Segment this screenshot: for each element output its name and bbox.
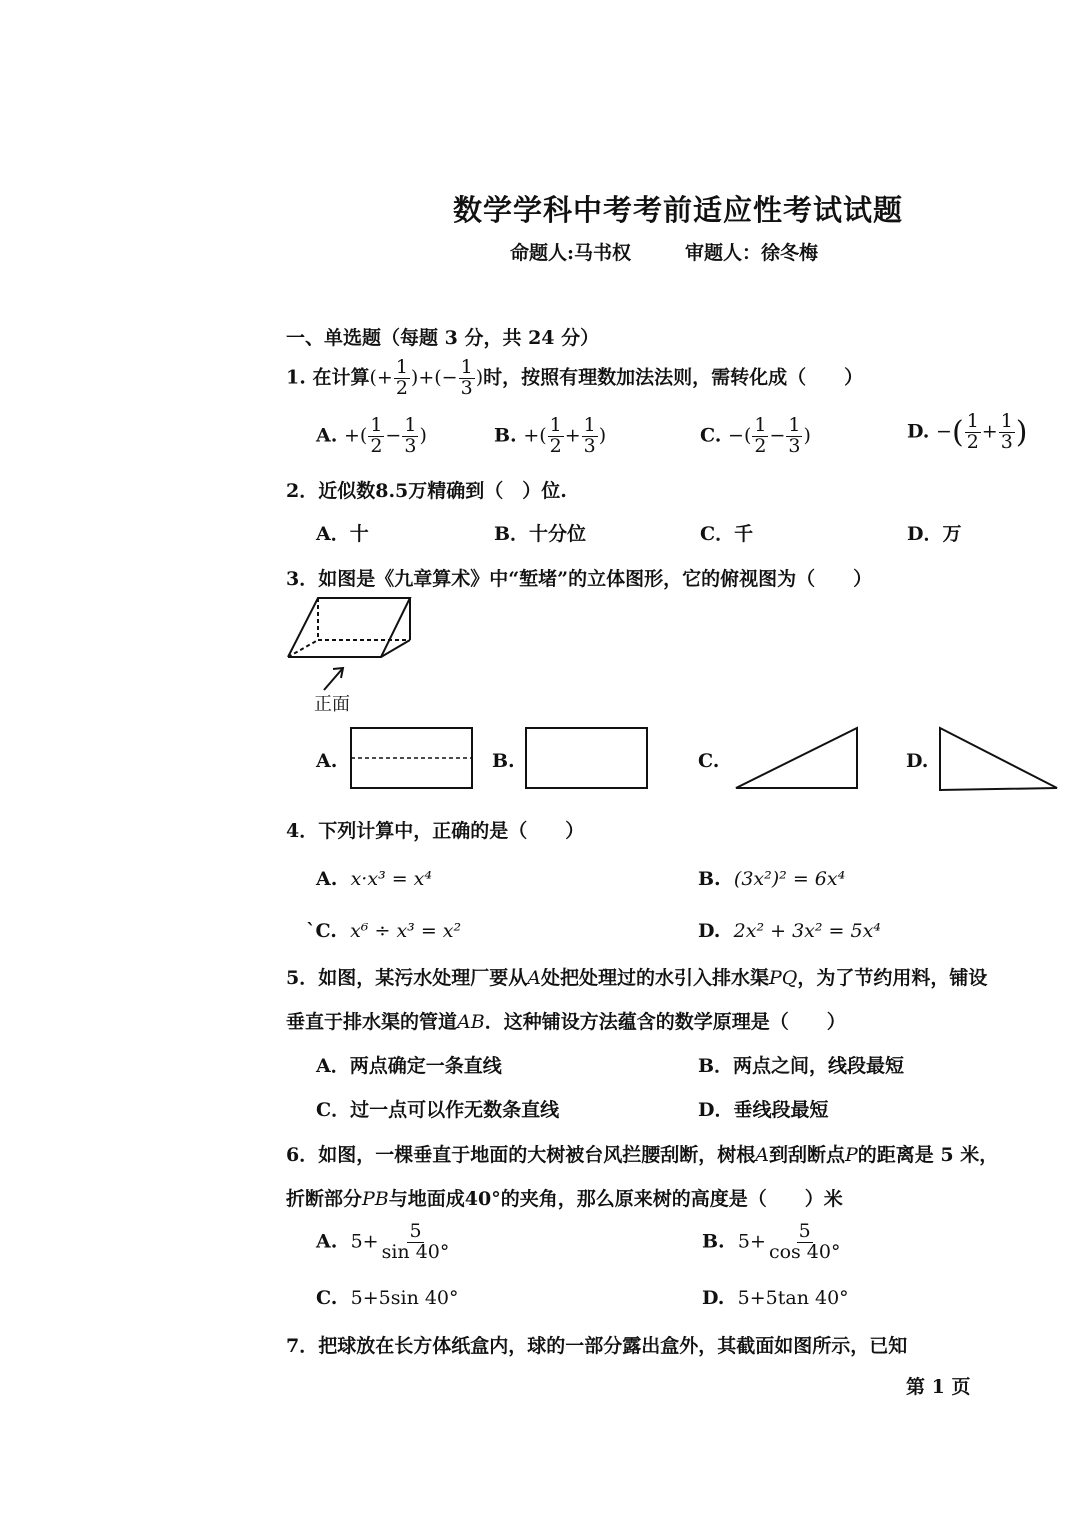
operator: − (769, 424, 786, 447)
text-part: ，为了节约用料，铺设 (797, 967, 988, 989)
option-expr: x⁶ ÷ x³ = x² (350, 920, 462, 942)
expr-part: +( (343, 424, 368, 447)
frac-num: 1 (395, 356, 408, 378)
frac-den: 3 (404, 434, 417, 457)
q1-pre: 在计算 (312, 366, 370, 389)
q6-option-b (702, 1222, 843, 1263)
var: P (844, 1144, 858, 1166)
q1-number: 1. (286, 366, 306, 389)
frac-den: 2 (370, 434, 383, 457)
question-3: 3．如图是《九章算术》中“堑堵”的立体图形，它的俯视图为（ ） (286, 568, 873, 590)
q2-option-d: D．万 (907, 523, 962, 545)
frac-den: 3 (583, 434, 596, 457)
frac-num: 1 (966, 410, 979, 432)
big-paren: ) (1015, 414, 1028, 450)
frac-num: 1 (460, 356, 473, 378)
text-part: 折断部分 (286, 1188, 363, 1210)
option-label: C. (700, 424, 722, 447)
expr-part: ) (419, 424, 427, 447)
q5-option-b: B．两点之间，线段最短 (698, 1055, 905, 1077)
text-part: 6．如图，一棵垂直于地面的大树被台风拦腰刮断，树根 (286, 1144, 756, 1166)
var: A (755, 1144, 769, 1166)
expr-part: 5+ (350, 1230, 379, 1253)
q2-option-c: C．千 (700, 523, 754, 545)
frac-den: sin 40° (381, 1240, 450, 1263)
frac-den: cos 40° (768, 1240, 841, 1263)
frac-den: 3 (1000, 430, 1013, 453)
frac (380, 1222, 452, 1263)
option-label: D. (698, 920, 721, 942)
q5-option-d: D．垂线段最短 (698, 1099, 829, 1121)
q2-option-a: A．十 (316, 523, 369, 545)
q6-option-d (702, 1287, 849, 1309)
q5-option-a: A．两点确定一条直线 (316, 1055, 502, 1077)
option-label: B. (702, 1230, 725, 1253)
question-6-line-2 (286, 1184, 843, 1211)
option-expr: (3x²)² = 6x⁴ (733, 868, 846, 890)
q4-option-b (698, 868, 845, 890)
question-2: 2．近似数8.5万精确到（ ）位. (286, 480, 567, 502)
frac-num: 5 (798, 1220, 811, 1242)
option-expr: 2x² + 3x² = 5x⁴ (733, 920, 881, 942)
frac-den: 2 (549, 434, 562, 457)
q4-option-d (698, 920, 881, 942)
option-expr: 5+5tan 40° (737, 1287, 849, 1309)
frac-den: 2 (966, 430, 979, 453)
question-5-line-2 (286, 1007, 846, 1034)
option-expr: 5+5sin 40° (350, 1287, 459, 1309)
q3-option-c-label: C. (698, 750, 720, 772)
frac-den: 2 (395, 376, 408, 399)
text-part: 的距离是 5 米， (857, 1144, 999, 1166)
text-part: 到刮断点 (768, 1144, 845, 1166)
question-4: 4．下列计算中，正确的是（ ） (286, 820, 585, 842)
option-label: A. (316, 424, 338, 447)
expr-part: 5+ (737, 1230, 766, 1253)
q6-option-a (316, 1222, 452, 1263)
var: AB (457, 1011, 485, 1033)
question-7: 7．把球放在长方体纸盒内，球的一部分露出盒外，其截面如图所示，已知 (286, 1335, 908, 1357)
var: A (527, 967, 541, 989)
text-part: 垂直于排水渠的管道 (286, 1011, 458, 1033)
frac-num: 1 (370, 414, 383, 436)
expr-part: ) (803, 424, 811, 447)
option-label: D. (907, 420, 930, 443)
frac (767, 1222, 843, 1263)
page-title: 数学学科中考考前适应性考试试题 (453, 193, 904, 227)
option-label: B. (698, 868, 721, 890)
expr-part: ) (598, 424, 607, 447)
big-paren: ( (951, 414, 964, 450)
setter-label: 命题人:马书权 (510, 242, 632, 264)
expr-part: +( (523, 424, 547, 447)
frac-num: 1 (1000, 410, 1013, 432)
option-label: ˋC. (306, 920, 337, 942)
var: PQ (768, 967, 798, 989)
frac-num: 1 (754, 414, 767, 436)
option-label: C. (316, 1287, 338, 1309)
frac-den: 3 (788, 434, 801, 457)
question-6-line-1 (286, 1140, 998, 1167)
expr-part: − (936, 420, 952, 443)
text-part: ．这种铺设方法蕴含的数学原理是（ ） (484, 1011, 846, 1033)
option-label: D. (702, 1287, 725, 1309)
frac-num: 1 (788, 414, 801, 436)
operator: + (981, 420, 998, 443)
frac-num: 1 (404, 414, 417, 436)
text-part: 处把处理过的水引入排水渠 (540, 967, 769, 989)
option-label: A. (316, 1230, 338, 1253)
question-5-line-1 (286, 963, 987, 990)
q2-option-b: B．十分位 (494, 523, 587, 545)
q4-option-a (316, 868, 432, 890)
page-number: 第 1 页 (906, 1376, 971, 1398)
reviewer-label: 审题人：徐冬梅 (685, 242, 819, 264)
frac-num: 1 (549, 414, 562, 436)
section-heading: 一、单选题（每题 3 分，共 24 分） (286, 327, 600, 349)
text-part: 5．如图，某污水处理厂要从 (286, 967, 528, 989)
q6-option-c (316, 1287, 459, 1309)
operator: − (385, 424, 402, 447)
frac-den: 2 (754, 434, 767, 457)
q1-paren1: (+ (369, 366, 393, 389)
var: PB (362, 1188, 389, 1210)
q4-option-c (306, 920, 461, 942)
frac-den: 3 (460, 376, 473, 399)
expr-part: −( (728, 424, 752, 447)
text-part: 与地面成40°的夹角，那么原来树的高度是（ ）米 (388, 1188, 843, 1210)
operator: + (564, 424, 581, 447)
option-expr: x·x³ = x⁴ (350, 868, 433, 890)
q1-paren3: ) (475, 366, 484, 389)
q1-post: 时，按照有理数加法法则，需转化成（ ） (483, 366, 864, 389)
q5-option-c: C．过一点可以作无数条直线 (316, 1099, 560, 1121)
q1-paren2: )+(− (410, 366, 458, 389)
q3-option-d-label: D. (906, 750, 929, 772)
q3-option-a-label: A. (316, 750, 338, 772)
frac-num: 5 (409, 1220, 422, 1242)
frac-num: 1 (583, 414, 596, 436)
front-label: 正面 (314, 694, 350, 715)
option-label: B. (494, 424, 517, 447)
option-label: A. (316, 868, 338, 890)
q3-option-b-label: B. (492, 750, 515, 772)
